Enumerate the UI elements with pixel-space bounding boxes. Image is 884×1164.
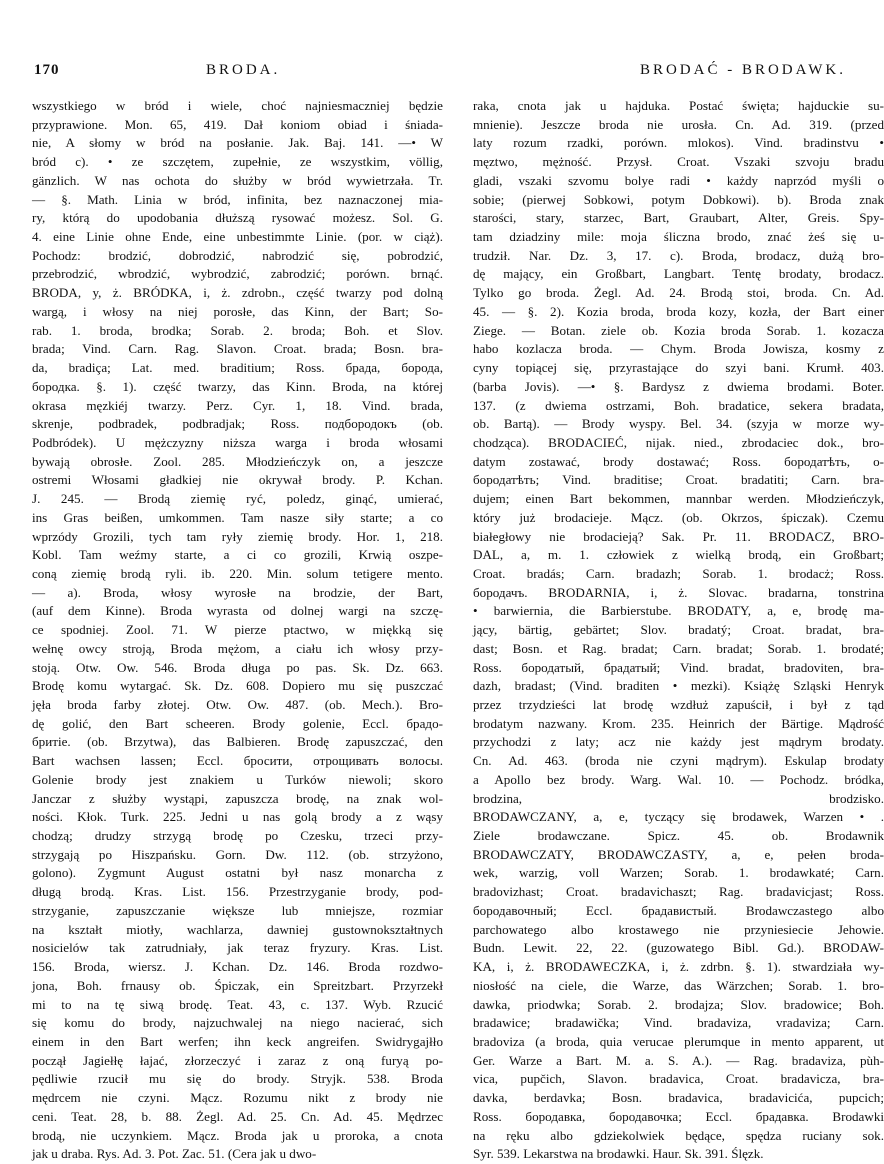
left-column-line: ostremi Włosami gładkiej nie okrywał brody. P. Kchan. xyxy=(32,472,443,488)
right-column-line: Ross. бородавка, бородавочка; Eccl. брадавка. Brodawki xyxy=(473,1108,884,1124)
left-column-line: mi to na tę siwą brodę. Teat. 43, c. 137. Wyb. Rzucić xyxy=(32,996,443,1012)
left-column-line: nie, A słomy w bród na posłanie. Jak. Baj. 141. —• W xyxy=(32,135,443,151)
right-column-line: sobie; (pierwej Sobkowi, potym Dobkowi). b). Broda znak xyxy=(473,191,884,207)
right-column-line: przez trzydzieści lat brodę wzdłuż zapuścił, i był z tąd xyxy=(473,697,884,712)
right-column-line: dę mający, ein Großbart, Langbart. Tentę brodaty, brodacz. xyxy=(473,266,884,282)
right-column-line: białegłowy nie brodacieją? Sak. Pr. 11. BRODACZ, BRO- xyxy=(473,528,884,544)
right-column-line: Croat. bradás; Carn. bradazh; Sorab. 1. brodacż; Ross. xyxy=(473,565,884,581)
left-column-line: bywają obrosłe. Zool. 285. Młodzieńczyk on, a jeszcze xyxy=(32,453,443,469)
left-column-line: Bart wachsen lassen; Eccl. бросити, отрощивать волосы. xyxy=(32,753,443,769)
left-column-line: ności. Kłok. Turk. 225. Jedni u nas golą brody a z wąsy xyxy=(32,809,443,825)
left-column-line: golono). Zygmunt August ostatni był nasz monarcha z xyxy=(32,865,443,881)
right-column-line: Ger. Warze a Bart. M. a. S. A.). — Rag. bradaviza, pùh- xyxy=(473,1052,884,1068)
right-running-title: BRODAĆ - BRODAWK. xyxy=(639,62,846,78)
right-column-line: BRODAWCZANY, a, e, tyczący się brodawek, Warzen • . xyxy=(473,809,884,825)
left-column-line: począł Jagiełłę łajać, złorzeczyć i zaraz z oną furyą po- xyxy=(32,1052,443,1068)
right-column-line: niosłość na ciele, die Warze, das Wärzchen; Sorab. 1. bro- xyxy=(473,977,884,993)
right-column-line: ob. Bartą). — Brody wyspy. Bel. 34. (szyja w morze wy- xyxy=(473,416,884,432)
right-column-line: Budn. Lewit. 22, 22. (guzowatego Bibl. Gd.). BRODAW- xyxy=(473,940,884,956)
right-column-line: starości, stary, starzec, Bart, Graubart, Alter, Greis. Spy- xyxy=(473,210,884,226)
page-number: 170 xyxy=(34,62,60,78)
left-column-line: na kształt miotły, wachlarza, dawniej gustownokształtnych xyxy=(32,921,443,937)
right-column-line: 137. (z dwiema ostrzami, Boh. bradatice, sekera bradata, xyxy=(473,397,884,413)
right-column-line: dawka, priodwka; Sorab. 2. brodajza; Slov. bradowice; Boh. xyxy=(473,996,884,1012)
left-column-line: strzygają po Hiszpańsku. Gorn. Dw. 112. (ob. strzyżono, xyxy=(32,846,443,862)
right-column-line: Cn. Ad. 463. (broda nie czyni mądrym). Eskulap brodaty xyxy=(473,753,884,769)
right-column-line: dujem; einen Bart bekommen, mannbar werden. Młodzieńczyk, xyxy=(473,491,884,507)
right-column-line: wek, warzig, voll Warzen; Sorab. 1. brodawkaté; Carn. xyxy=(473,865,884,881)
right-column xyxy=(473,97,884,1162)
left-column-line: бритіе. (ob. Brzytwa), das Balbieren. Brodę zapuszczać, den xyxy=(32,734,443,750)
right-column-line: Ross. бородатый, брадатый; Vind. bradat, bradoviten, bra- xyxy=(473,659,884,675)
right-column-line: DAL, a, m. 1. człowiek z wielką brodą, ein Großbart; xyxy=(473,547,884,563)
left-column-line: Kobl. Tam weźmy starte, a ci co grozili, Krwią oszpe- xyxy=(32,547,443,563)
left-running-title: BRODA. xyxy=(206,62,281,78)
right-column-line: Ziele brodawczane. Spicz. 45. ob. Brodawnik xyxy=(473,828,884,844)
right-column-line: BRODAWCZATY, BRODAWCZASTY, a, e, pełen broda- xyxy=(473,846,884,862)
left-column-line: J. 245. — Brodą ziemię ryć, poledz, ginąć, umierać, xyxy=(32,491,443,507)
left-column-line: mędrcem nie czyni. Mącz. Rozumu nikt z brody nie xyxy=(32,1090,443,1106)
right-column-line: 45. — §. 2). Kozia broda, broda kozy, kozła, der Bart einer xyxy=(473,303,884,319)
left-column-line: stoją. Otw. Ow. 546. Broda długa po pas. Sk. Dz. 663. xyxy=(32,659,443,675)
right-column-line: бородатѣть; Vind. braditise; Croat. bradatiti; Carn. bra- xyxy=(473,472,884,488)
right-column-line: a Apollo bez brody. Warg. Wal. 10. — Pochodz. bródka, xyxy=(473,771,884,787)
right-column-line: (barba Jovis). —• §. Bardysz z dwiema brodami. Boter. xyxy=(473,378,884,394)
left-column-line: ins Gras beißen, umkommen. Tam nasze siły starte; a co xyxy=(32,509,443,525)
right-column-line: • barwiernia, die Barbierstube. BRODATY, a, e, brodę ma- xyxy=(473,603,884,619)
left-column-line: nosicielów tak zatrudniały, jak teraz fryzury. Kras. List. xyxy=(32,940,443,956)
right-column-line: bradovizhast; Croat. bradavichaszt; Rag. bradavicjast; Ross. xyxy=(473,884,884,900)
right-column-line: Syr. 539. Lekarstwa na brodawki. Haur. Sk. 391. Ślęzk. xyxy=(473,1146,764,1162)
left-column-line: Podbródek). U mężczyzny niższa warga i broda włosami xyxy=(32,434,443,450)
right-column-line: dast; Bosn. et Rag. bradat; Carn. bradat; Sorab. 1. brodaté; xyxy=(473,640,884,656)
right-column-line: KA, i, ż. BRODAWECZKA, i, ż. zdrbn. §. 1). stwardziała wy- xyxy=(473,959,884,975)
left-column-line: jak u draba. Rys. Ad. 3. Pot. Zac. 51. (Cera jak u dwo- xyxy=(32,1146,317,1162)
right-column-line: bradoviza (a broda, quia verucae plerumque in mento apparent, ut xyxy=(473,1033,884,1049)
right-column-line: parchowatego albo krostawego nie przyniesiecie Jehowie. xyxy=(473,921,884,937)
right-column-line: bradawice; bradawička; Vind. bradaviza, vradaviza; Carn. xyxy=(473,1015,884,1031)
left-column-line: przyprawione. Mon. 65, 419. Dał koniom obiad i śniada- xyxy=(32,116,443,132)
right-column-line: Tylko go broda. Żegl. Ad. 24. Brodą stoi, broda. Cn. Ad. xyxy=(473,285,884,301)
left-column-line: bród c). • ze szczętem, zupełnie, ze wszystkim, völlig, xyxy=(32,154,443,170)
left-column-line: ce spodniej. Zool. 71. W pierze ptactwo, w miękką się xyxy=(32,622,443,638)
right-column-line: gladi, vszaki szvomu bolye radi • każdy naprzód myśli o xyxy=(473,172,884,188)
left-column-line: Pochodz: brodzić, dobrodzić, nabrodzić się, pobrodzić, xyxy=(32,247,443,263)
left-column-line: pędliwie rzucił mu się do brody. Stryjk. 538. Broda xyxy=(32,1071,443,1087)
left-column-line: rab. 1. broda, brodka; Sorab. 2. broda; Boh. et Slov. xyxy=(32,322,443,338)
left-column-line: wprzódy Grozili, tych tam ryły ziemię brody. Hor. 1, 218. xyxy=(32,528,443,544)
right-column-line: cyny topiącej się, przyrastające do szyi bani. Krumł. 403. xyxy=(473,360,884,376)
left-column-line: wargą, i włosy na niej porosłe, das Kinn, der Bart; So- xyxy=(32,303,443,319)
left-column-line: бородка. §. 1). część twarzy, das Kinn. Broda, na której xyxy=(32,378,443,394)
left-column-line: długą brodą. Kras. List. 156. Przestrzyganie brody, pod- xyxy=(32,884,443,900)
left-column-line: gänzlich. W nas ochota do służby w bród wywietrzała. Tr. xyxy=(32,172,443,188)
left-column-line: brodą, nie uczynkiem. Mącz. Broda jak u proroka, a cnota xyxy=(32,1127,443,1143)
right-column-line: бородачъ. BRODARNIA, i, ż. Slovac. bradarna, tonstrina xyxy=(473,584,884,600)
left-column-line: — §. Math. Linia w bród, infinita, bez naznaczonej mia- xyxy=(32,191,443,207)
right-column-line: бородавочный; Eccl. брадавистый. Brodawczastego albo xyxy=(473,902,884,918)
left-column-line: przebrodzić, wbrodzić, wybrodzić, zabrodzić; porówn. brnąć. xyxy=(32,266,443,282)
right-column-line: datym zostawać, brody dostawać; Ross. бородатѣть, о- xyxy=(473,453,884,469)
left-column-line: strzyganie, zapuszczanie większe lub mniejsze, rozmiar xyxy=(32,902,443,918)
right-column-line: mnienie). Jeszcze broda nie urosła. Cn. Ad. 319. (przed xyxy=(473,116,884,132)
left-column-line: chodzą; drudzy strzygą brodę po Czesku, trzeci przy- xyxy=(32,828,443,844)
left-column-line: Golenie brody jest znakiem u Turków niewoli; skoro xyxy=(32,771,443,787)
left-column-line: — a). Broda, włosy wyrosłe na brodzie, der Bart, xyxy=(32,584,443,600)
right-column-line: trudził. Nar. Dz. 3, 17. c). Broda, brodacz, dużą bro- xyxy=(473,247,884,263)
right-column-line: przychodzi z laty; acz nie każdy jest mądrym brodaty. xyxy=(473,734,884,750)
right-column-line: davka, berdavka; Bosn. bradavica, bradavicića, pupcich; xyxy=(473,1090,884,1106)
left-column xyxy=(32,97,443,1162)
right-column-line: tam dziadziny mile: moja śliczna brodo, znać żeś się u- xyxy=(473,229,884,245)
right-column-line: dazh, bradast; (Vind. braditen • mezki). Książę Szląski Henryk xyxy=(473,678,884,694)
right-column-line: brodzina, brodzisko. xyxy=(473,790,884,806)
right-column-line: raka, cnota jak u hajduka. Postać święta; hajduckie su- xyxy=(473,98,884,113)
right-column-line: na ręku albo gdziekolwiek będące, spędza ruciany sok. xyxy=(473,1127,884,1143)
left-column-line: okrasa męzkiéj twarzy. Perz. Cyr. 1, 18. Vind. brada, xyxy=(32,397,443,413)
left-column-line: wszystkiego w bród i wiele, choć najniesmaczniej będzie xyxy=(32,98,443,113)
left-column-line: ry, którą do upodobania dłuższą rysować możesz. Sol. G. xyxy=(32,210,443,226)
left-column-line: wełnę owcy stroją, Broda mężom, a ciału ich włosy przy- xyxy=(32,640,443,656)
left-column-line: coną ziemię brodą ryli. ib. 220. Min. solum tetigere mento. xyxy=(32,565,443,581)
right-column-line: męztwo, mężność. Przysł. Croat. Vszaki szvoju bradu xyxy=(473,154,884,170)
left-column-line: skrenje, podbradek, podbradjak; Ross. подбородокъ (ob. xyxy=(32,416,443,432)
left-column-line: jęła broda farby złotej. Otw. Ow. 487. (ob. Mech.). Bro- xyxy=(32,697,443,712)
left-column-line: Janczar z służby wystąpi, zapuszcza brodę, na znak wol- xyxy=(32,790,443,806)
left-column-line: da, bradiça; Lat. med. braditium; Ross. брада, борода, xyxy=(32,360,443,376)
left-column-line: brada; Vind. Carn. Rag. Slavon. Croat. brada; Bosn. bra- xyxy=(32,341,443,357)
right-column-line: brodatym nazwany. Krom. 235. Heinrich der Bärtige. Mądrość xyxy=(473,715,884,731)
right-column-line: jący, bärtig, gebärtet; Slov. bradatý; Croat. bradat, bra- xyxy=(473,622,884,638)
left-column-line: jona, Boh. frnausy ob. Śpiczak, ein Spreitzbart. Przyrzekł xyxy=(32,977,443,993)
right-column-line: laty rozum rzadki, porówn. mlokos). Vind. bradinstvu • xyxy=(473,135,884,151)
left-column-line: dę golić, den Bart scheeren. Brody golenie, Eccl. брадо- xyxy=(32,715,443,731)
right-column-line: habo kozlacza broda. — Chym. Broda Jowisza, kosmy z xyxy=(473,341,884,357)
left-column-line: (auf dem Kinne). Broda wyrasta od dolnej wargi na szczę- xyxy=(32,603,443,619)
left-column-line: 156. Broda, wiersz. J. Kchan. Dz. 146. Broda rozdwo- xyxy=(32,959,443,975)
left-column-line: Brodę komu wytargać. Sk. Dz. 608. Dopiero mu się puszczać xyxy=(32,678,443,694)
right-column-line: Ziege. — Botan. ziele ob. Kozia broda Sorab. 1. kozacza xyxy=(473,322,884,338)
left-column-line: się komu do brody, najzuchwalej na niego nacierać, sich xyxy=(32,1015,443,1031)
left-column-line: BRODA, y, ż. BRÓDKA, i, ż. zdrobn., część twarzy pod dolną xyxy=(32,285,443,301)
right-column-line: vica, pupčich, Slavon. bradavica, Croat. bradavicza, bra- xyxy=(473,1071,884,1087)
right-column-line: chodząca). BRODACIEĆ, nijak. nied., zbrodaciec dok., bro- xyxy=(473,434,884,450)
left-column-line: einem in den Bart werfen; ihn keck angreifen. Swidrygajłło xyxy=(32,1033,443,1049)
page-header xyxy=(34,62,846,84)
left-column-line: ceni. Teat. 28, b. 88. Żegl. Ad. 25. Cn. Ad. 45. Mędrzec xyxy=(32,1108,443,1124)
left-column-line: 4. eine Linie ohne Ende, eine unbestimmte Linie. (por. w ciąż). xyxy=(32,229,443,245)
right-column-line: który już brodacieje. Mącz. (ob. Okrzos, śpiczak). Czemu xyxy=(473,509,884,525)
